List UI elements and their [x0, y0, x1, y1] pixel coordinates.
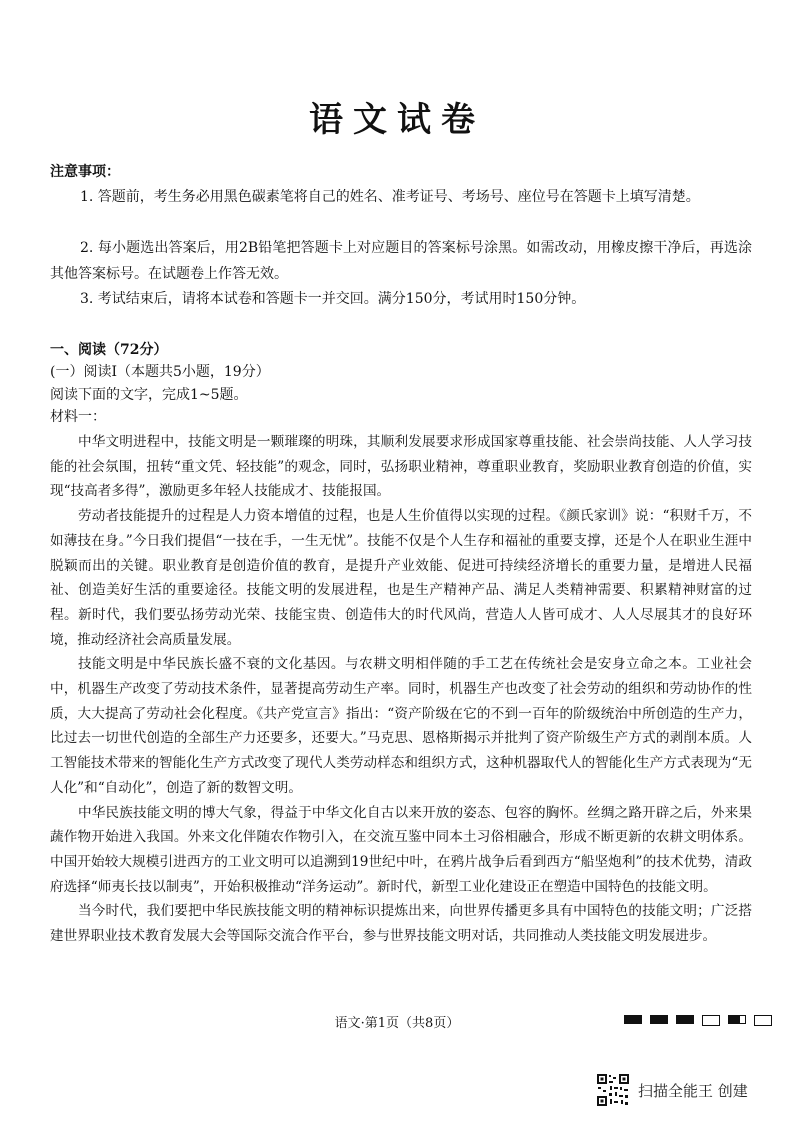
- mark-block: [650, 1015, 668, 1024]
- mark-block: [624, 1015, 642, 1024]
- material-label: 材料一：: [50, 409, 106, 425]
- mark-block-empty: [754, 1015, 772, 1026]
- notes-heading: 注意事项：: [50, 164, 120, 180]
- mark-block-half: [728, 1015, 746, 1024]
- section-heading: 一、阅读（72分）: [50, 342, 168, 358]
- mark-block-empty: [702, 1015, 720, 1026]
- paragraph: 技能文明是中华民族长盛不衰的文化基因。与农耕文明相伴随的手工艺在传统社会是安身立命之本。工业社会中，机器生产改变了劳动技术条件，显著提高劳动生产率。同时，机器生产也改变了社会劳动的组织和劳动协作的性质，大大提高了劳动社会化程度。《共产党宣言》指出：“资产阶级在它的不到一百年的阶级统治中所创造的生产力，比过去一切世代创造的全部生产力还要多，还要大。”马克思、恩格斯揭示并批判了资产阶级生产方式的剥削本质。人工智能技术带来的智能化生产方式改变了现代人类劳动样态和组织方式，这种机器取代人的智能化生产方式表现为“无人化”和“自动化”，创造了新的数智文明。: [50, 656, 752, 796]
- qr-code-icon: [596, 1073, 630, 1107]
- sub-section-heading: (一）阅读Ⅰ（本题共5小题，19分）: [50, 364, 270, 380]
- note-item-1: 1. 答题前，考生务必用黑色碳素笔将自己的姓名、准考证号、考场号、座位号在答题卡上填写清楚。: [80, 189, 700, 205]
- scanner-watermark: 扫描全能王 创建: [638, 1082, 748, 1100]
- instruction: 阅读下面的文字，完成1~5题。: [50, 387, 248, 403]
- mark-block: [676, 1015, 694, 1024]
- note-item-3: 3. 考试结束后，请将本试卷和答题卡一并交回。满分150分，考试用时150分钟。: [80, 291, 586, 307]
- paragraph: 中华民族技能文明的博大气象，得益于中华文化自古以来开放的姿态、包容的胸怀。丝绸之路开辟之后，外来果蔬作物开始进入我国。外来文化伴随农作物引入，在交流互鉴中同本土习俗相融合，形成不断更新的农耕文明体系。中国开始较大规模引进西方的工业文明可以追溯到19世纪中叶，在鸦片战争后看到西方“船坚炮利”的技术优势，清政府选择“师夷长技以制夷”，开始积极推动“洋务运动”。新时代，新型工业化建设正在塑造中国特色的技能文明。: [50, 804, 752, 895]
- page-footer: 语文·第1页（共8页）: [334, 1016, 460, 1031]
- reading-passage: [50, 430, 752, 949]
- page-marks: [624, 1015, 772, 1026]
- paragraph: 当今时代，我们要把中华民族技能文明的精神标识提炼出来，向世界传播更多具有中国特色的技能文明；广泛搭建世界职业技术教育发展大会等国际交流合作平台，参与世界技能文明对话，共同推动人类技能文明发展进步。: [50, 903, 752, 945]
- paragraph: 中华文明进程中，技能文明是一颗璀璨的明珠，其顺利发展要求形成国家尊重技能、社会崇尚技能、人人学习技能的社会氛围，扭转“重文凭、轻技能”的观念，同时，弘扬职业精神，尊重职业教育，奖励职业教育创造的价值，实现“技高者多得”，激励更多年轻人技能成才、技能报国。: [50, 434, 752, 500]
- note-item-2: 2. 每小题选出答案后，用2B铅笔把答题卡上对应题目的答案标号涂黑。如需改动，用橡皮擦干净后，再选涂其他答案标号。在试题卷上作答无效。: [50, 240, 752, 282]
- exam-title: 语文试卷: [309, 100, 485, 140]
- paragraph: 劳动者技能提升的过程是人力资本增值的过程，也是人生价值得以实现的过程。《颜氏家训》说：“积财千万，不如薄技在身。”今日我们提倡“一技在手，一生无忧”。技能不仅是个人生存和福祉的重要支撑，还是个人在职业生涯中脱颖而出的关键。职业教育是创造价值的教育，是提升产业效能、促进可持续经济增长的重要力量，是增进人民福祉、创造美好生活的重要途径。技能文明的发展进程，也是生产精神产品、满足人类精神需要、积累精神财富的过程。新时代，我们要弘扬劳动光荣、技能宝贵、创造伟大的时代风尚，营造人人皆可成才、人人尽展其才的良好环境，推动经济社会高质量发展。: [50, 508, 752, 648]
